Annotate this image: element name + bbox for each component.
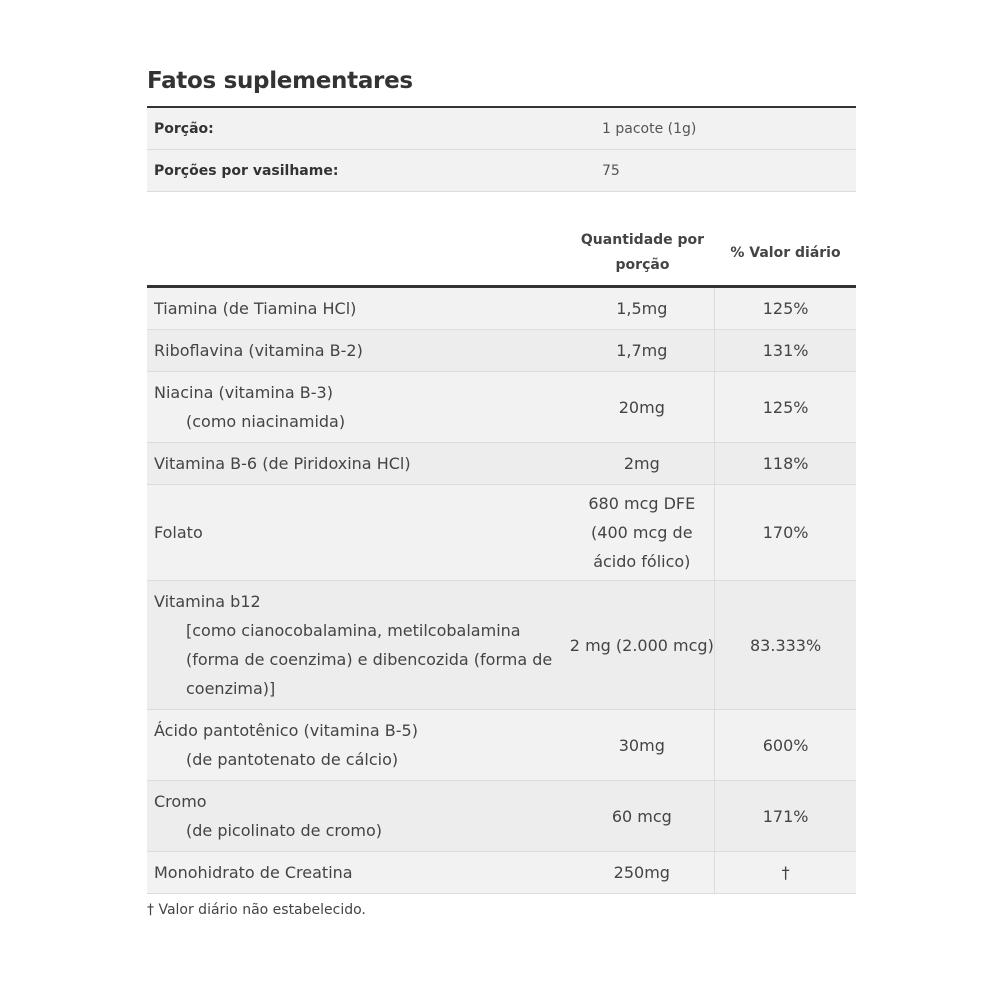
page-title: Fatos suplementares — [147, 68, 413, 94]
info-label: Porções por vasilhame: — [154, 162, 339, 179]
supplement-facts — [147, 62, 856, 918]
nutrient-name-cell — [147, 781, 569, 851]
serving-size-row — [147, 108, 856, 150]
nutrient-name-cell — [147, 288, 569, 329]
table-row — [147, 852, 856, 894]
daily-value-cell: 125% — [714, 372, 856, 442]
nutrient-name: Riboflavina (vitamina B-2) — [154, 341, 363, 360]
amount-cell: 1,7mg — [616, 341, 668, 360]
table-row — [147, 372, 856, 443]
serving-info — [147, 106, 856, 192]
table-row — [147, 581, 856, 710]
amount-cell: 2mg — [623, 454, 660, 473]
daily-value-cell: 131% — [714, 330, 856, 371]
amount-cell: 60 mcg — [611, 806, 672, 826]
amount-cell: 2 mg (2.000 mcg) — [569, 635, 714, 655]
nutrient-name: Tiamina (de Tiamina HCl) — [154, 299, 357, 318]
info-value: 75 — [602, 162, 620, 179]
nutrient-name: Vitamina b12 — [154, 592, 261, 611]
nutrient-source: (como niacinamida) — [186, 412, 346, 431]
amount-header: Quantidade por porção — [580, 232, 705, 273]
table-row — [147, 485, 856, 581]
table-row — [147, 710, 856, 781]
amount-cell: 30mg — [618, 735, 665, 755]
nutrient-name: Folato — [154, 523, 203, 542]
nutrient-name: Niacina (vitamina B-3) — [154, 383, 333, 402]
daily-value-cell: 83.333% — [714, 581, 856, 709]
nutrient-name: Monohidrato de Creatina — [154, 863, 353, 882]
amount-cell: 1,5mg — [616, 299, 668, 318]
info-label: Porção: — [154, 120, 214, 137]
footnote: † Valor diário não estabelecido. — [147, 902, 366, 918]
table-header — [147, 221, 856, 288]
daily-value-cell: 125% — [714, 288, 856, 329]
servings-per-container-row — [147, 150, 856, 192]
info-value: 1 pacote (1g) — [602, 120, 697, 137]
daily-value-header: % Valor diário — [730, 245, 841, 261]
daily-value-cell: 118% — [714, 443, 856, 484]
table-row — [147, 781, 856, 852]
nutrient-table — [147, 288, 856, 894]
nutrient-name: Vitamina B-6 (de Piridoxina HCl) — [154, 454, 411, 473]
nutrient-name: Cromo — [154, 792, 207, 811]
table-row — [147, 288, 856, 330]
nutrient-name-cell — [147, 372, 569, 442]
amount-cell: 680 mcg DFE (400 mcg de ácido fólico) — [588, 494, 696, 571]
nutrient-source: (de picolinato de cromo) — [186, 821, 383, 840]
amount-cell: 20mg — [618, 397, 665, 417]
daily-value-cell: 170% — [714, 485, 856, 580]
table-row — [147, 443, 856, 485]
table-row — [147, 330, 856, 372]
nutrient-name-cell — [147, 485, 569, 580]
amount-cell: 250mg — [613, 863, 670, 882]
daily-value-cell: 600% — [714, 710, 856, 780]
daily-value-cell: † — [714, 852, 856, 893]
nutrient-source: (de pantotenato de cálcio) — [186, 750, 399, 769]
nutrient-name-cell — [147, 581, 569, 709]
nutrient-name-cell — [147, 852, 569, 893]
nutrient-name: Ácido pantotênico (vitamina B-5) — [154, 721, 418, 740]
daily-value-cell: 171% — [714, 781, 856, 851]
nutrient-name-cell — [147, 710, 569, 780]
nutrient-name-cell — [147, 330, 569, 371]
nutrient-source: [como cianocobalamina, metilcobalamina (forma de coenzima) e dibencozida (forma de coenzima)] — [186, 621, 553, 698]
nutrient-name-cell — [147, 443, 569, 484]
